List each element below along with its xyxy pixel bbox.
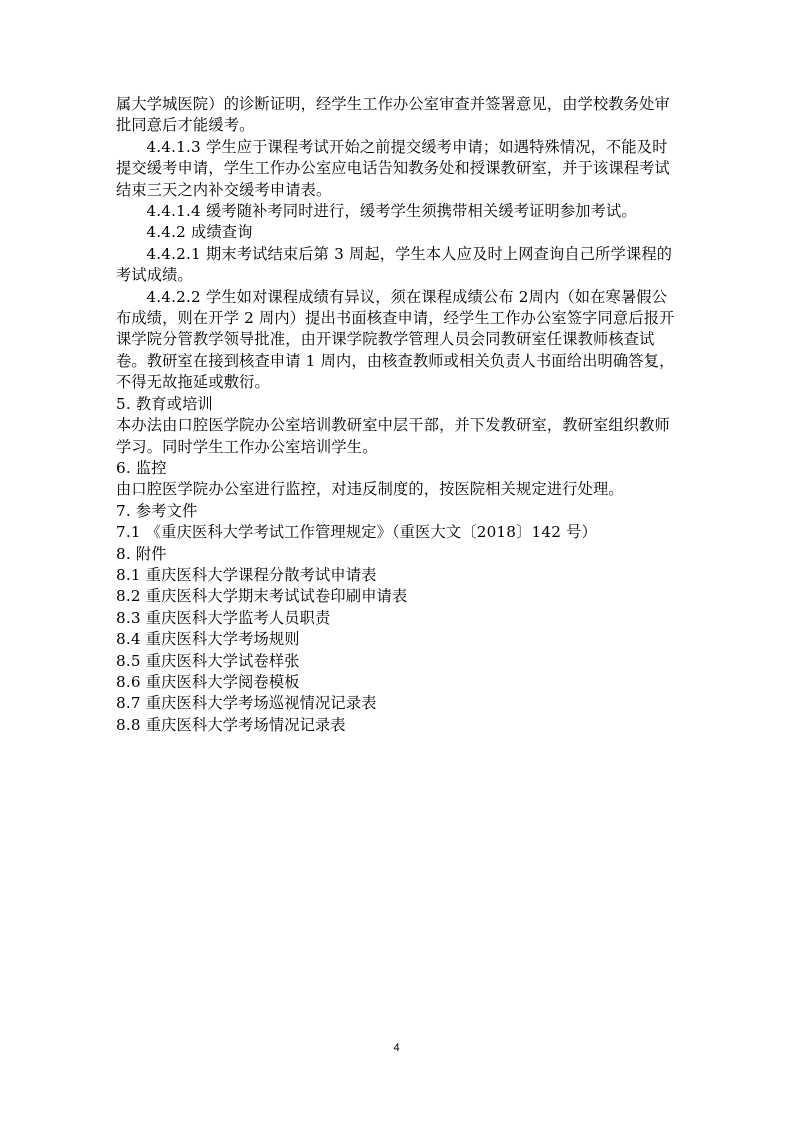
paragraph-section-5: 本办法由口腔医学院办公室培训教研室中层干部，并下发教研室，教研室组织教师学习。同时学生工作办公室培训学生。 (116, 416, 670, 456)
attachment-item: 8.2 重庆医科大学期末考试试卷印刷申请表 (116, 587, 408, 606)
paragraph-4-4-1-4: 4.4.1.4 缓考随补考同时进行，缓考学生须携带相关缓考证明参加考试。 (146, 202, 637, 221)
attachment-item: 8.6 重庆医科大学阅卷模板 (116, 672, 300, 691)
heading-4-4-2: 4.4.2 成绩查询 (146, 223, 253, 242)
heading-section-8: 8. 附件 (116, 544, 167, 563)
heading-section-5: 5. 教育或培训 (116, 394, 213, 413)
paragraph-4-4-2-2: 4.4.2.2 学生如对课程成绩有异议，须在课程成绩公布 2周内（如在寒暑假公布成绩，则在开学 2 周内）提出书面核查申请，经学生工作办公室签字同意后报开课学院分管教学领导批准，由开课学院教学管理人员会同教研室任课教师核查试卷。教研室在接到核查申请 1 周内，由核查教师或相关负责人书面给出明确答复，不得无故拖延或敷衍。 (116, 287, 675, 392)
paragraph-4-4-2-1: 4.4.2.1 期末考试结束后第 3 周起，学生本人应及时上网查询自己所学课程的考试成绩。 (116, 244, 673, 285)
document-body (116, 94, 682, 736)
attachment-item: 8.8 重庆医科大学考场情况记录表 (116, 715, 346, 734)
paragraph-deferral-approval: 属大学城医院）的诊断证明，经学生工作办公室审查并签署意见，由学校教务处审批同意后才能缓考。 (116, 95, 670, 135)
attachment-item: 8.4 重庆医科大学考场规则 (116, 630, 300, 649)
attachment-item: 8.7 重庆医科大学考场巡视情况记录表 (116, 694, 377, 713)
attachment-item: 8.5 重庆医科大学试卷样张 (116, 651, 300, 670)
attachment-item: 8.3 重庆医科大学监考人员职责 (116, 608, 331, 627)
heading-section-7: 7. 参考文件 (116, 501, 198, 520)
reference-item-7-1: 7.1 《重庆医科大学考试工作管理规定》（重医大文〔2018〕142 号） (116, 523, 597, 542)
paragraph-section-6: 由口腔医学院办公室进行监控，对违反制度的，按医院相关规定进行处理。 (116, 480, 624, 499)
heading-section-6: 6. 监控 (116, 458, 167, 477)
page-number: 4 (393, 1042, 400, 1054)
paragraph-4-4-1-3: 4.4.1.3 学生应于课程考试开始之前提交缓考申请；如遇特殊情况，不能及时提交缓考申请，学生工作办公室应电话告知教务处和授课教研室，并于该课程考试结束三天之内补交缓考申请表。 (116, 137, 670, 199)
attachment-item: 8.1 重庆医科大学课程分散考试申请表 (116, 565, 377, 584)
